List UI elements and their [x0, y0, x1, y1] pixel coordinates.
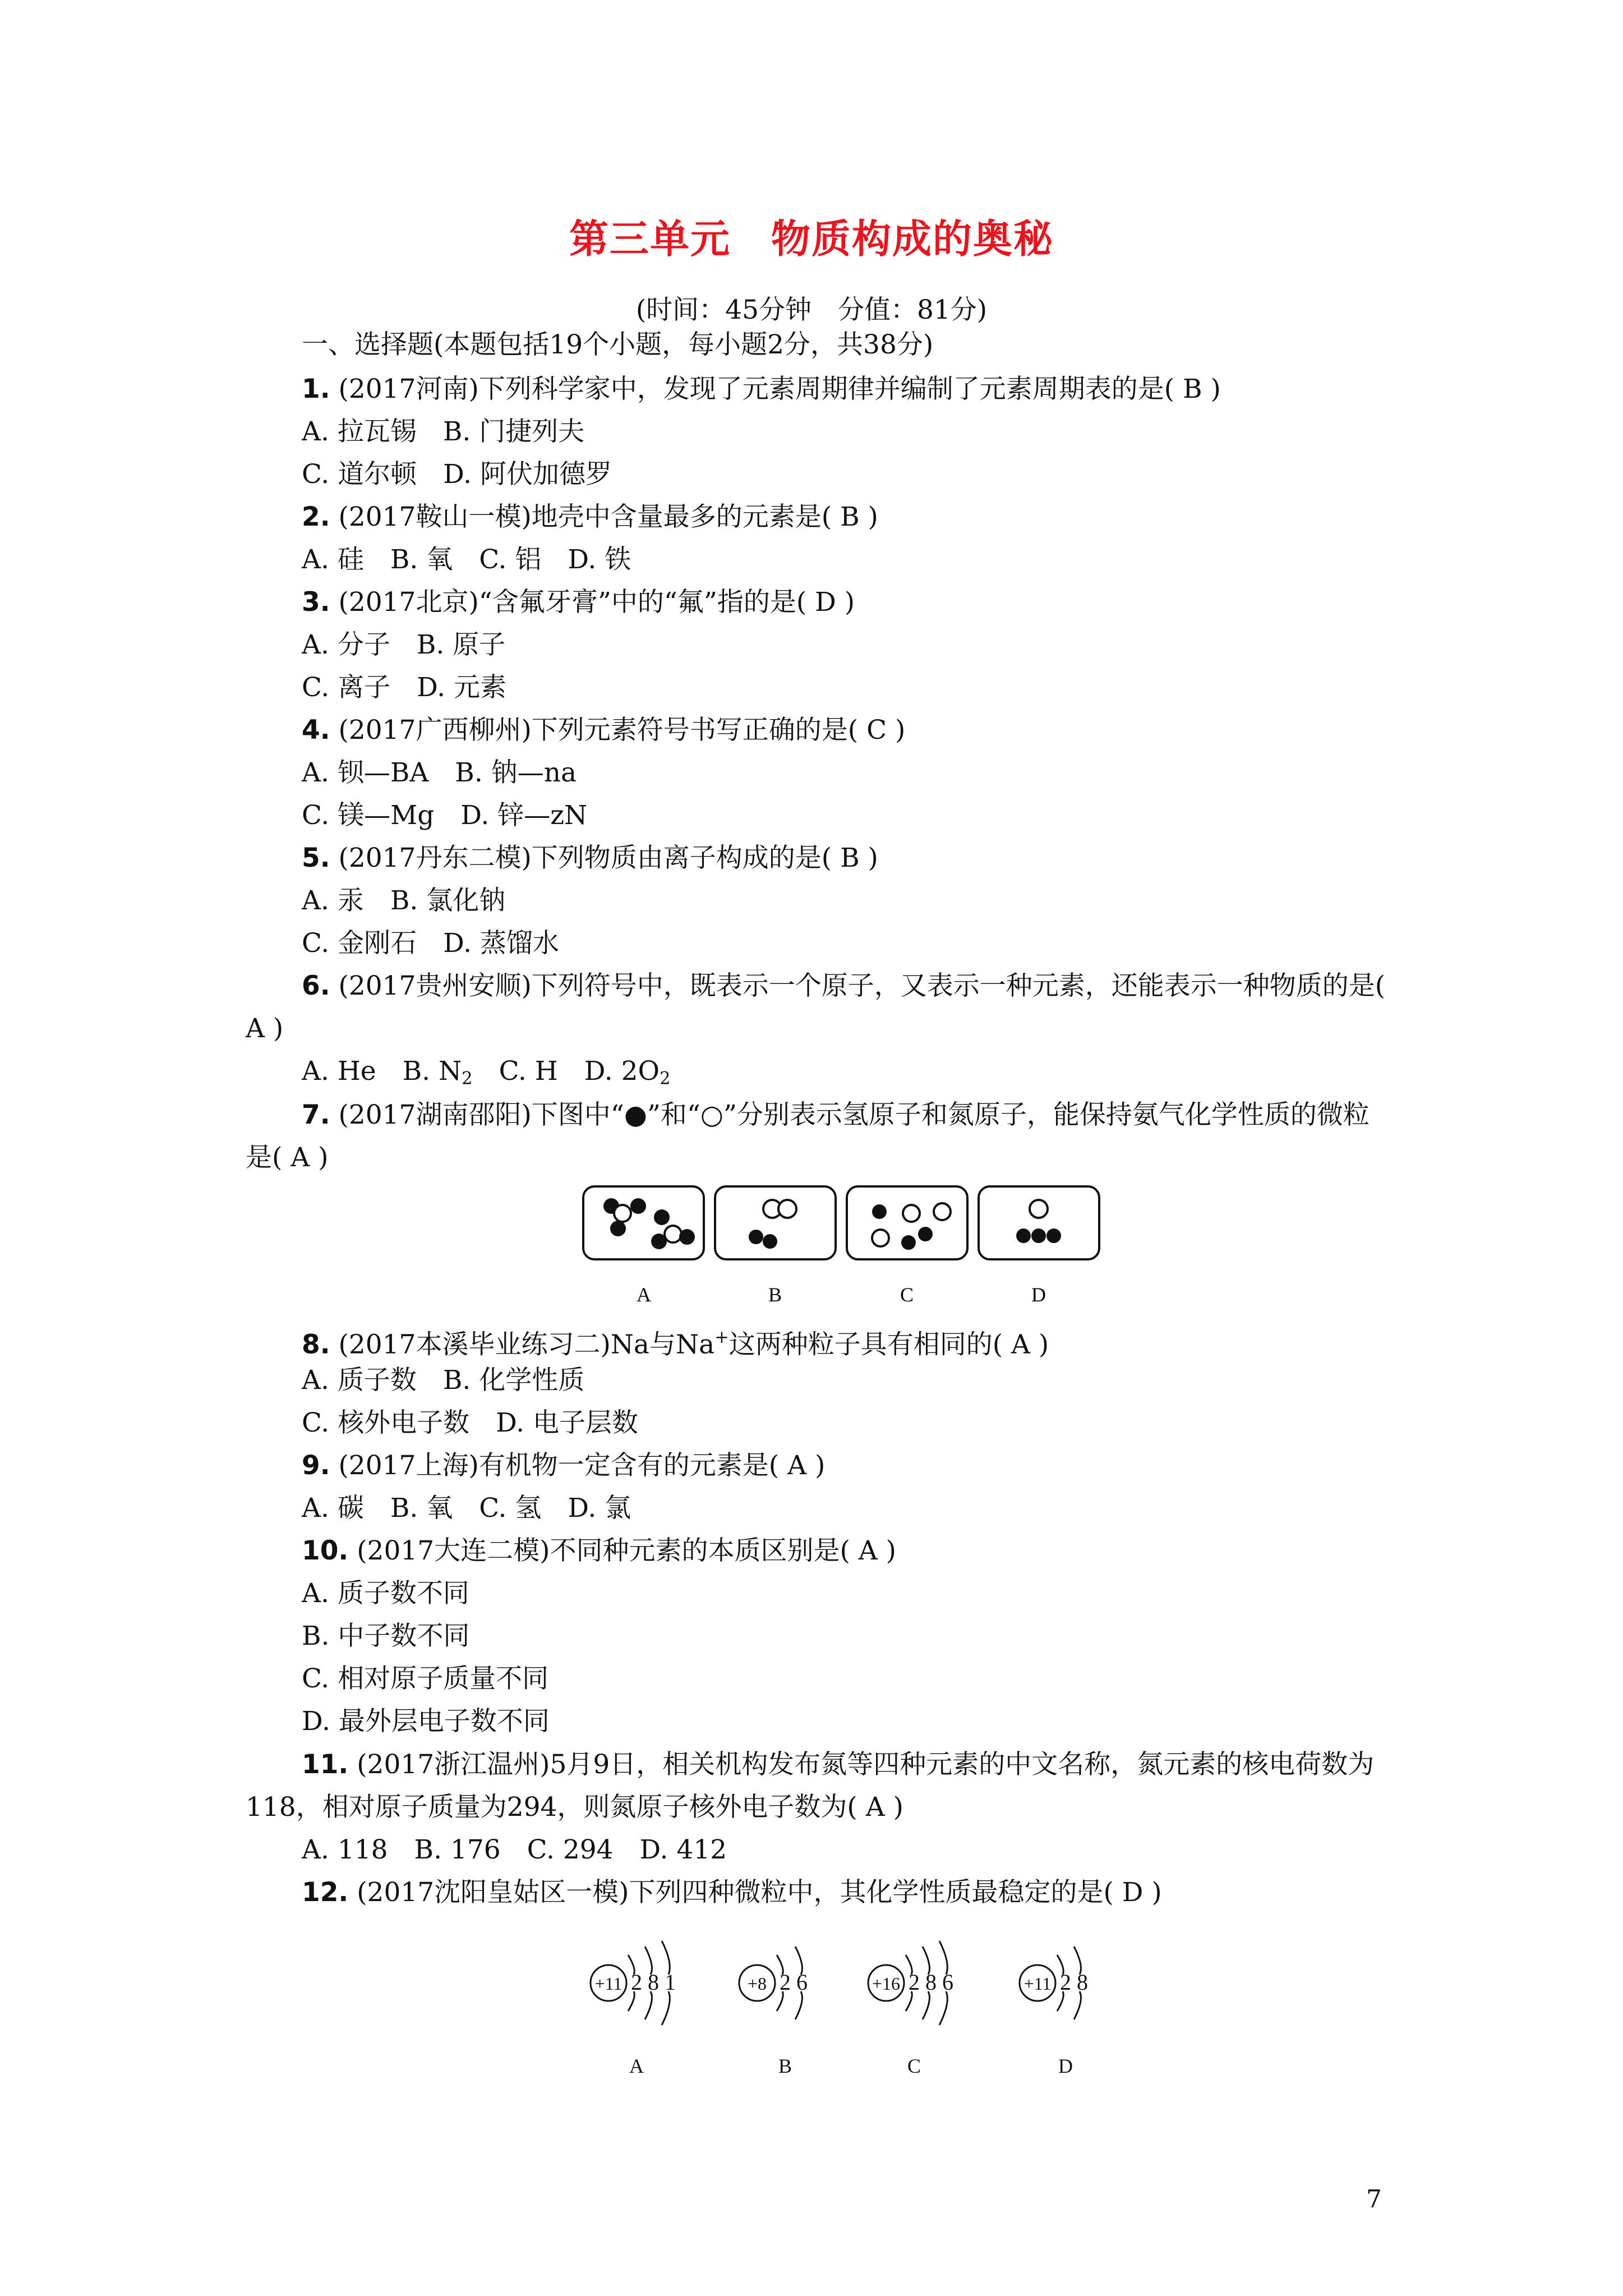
atom-diagram-a — [591, 1941, 676, 2025]
figure-label: C — [900, 1283, 914, 1306]
nh3-molecule-2 — [651, 1209, 695, 1249]
subscript: 2 — [660, 1069, 671, 1089]
atom-diagram-c — [868, 1941, 953, 2025]
atom-diagram-b — [739, 1947, 808, 2019]
options-line: B. 中子数不同 — [302, 1621, 470, 1651]
nh3-molecule-1 — [603, 1198, 646, 1236]
question-stem: (2017丹东二模)下列物质由离子构成的是( B ) — [338, 843, 878, 873]
question-stem: (2017广西柳州)下列元素符号书写正确的是( C ) — [338, 715, 906, 746]
svg-text:2 8: 2 8 — [1060, 1970, 1088, 1995]
options-line: C. 相对原子质量不同 — [302, 1663, 549, 1694]
question-number: 10. — [302, 1535, 349, 1566]
question-number: 4. — [302, 715, 330, 746]
question-11 — [246, 1743, 1395, 1829]
question-2 — [302, 500, 878, 534]
question-stem: (2017鞍山一模)地壳中含量最多的元素是( B ) — [338, 501, 878, 532]
question-1 — [302, 372, 1221, 406]
svg-text:+16: +16 — [872, 1973, 901, 1994]
figure-label: B — [778, 2055, 792, 2077]
svg-text:2 6: 2 6 — [780, 1970, 808, 1995]
options-line: A. 钡—BA B. 钠—na — [302, 757, 577, 788]
svg-text:2 8 6: 2 8 6 — [909, 1970, 953, 1995]
question-stem: (2017大连二模)不同种元素的本质区别是( A ) — [357, 1535, 896, 1566]
question-4 — [302, 714, 905, 747]
unit-title: 第三单元 物质构成的奥秘 — [569, 215, 1054, 262]
figure-label: D — [1058, 2055, 1073, 2077]
svg-text:+11: +11 — [594, 1973, 623, 1994]
question-stem: (2017北京)“含氟牙膏”中的“氟”指的是( D ) — [338, 587, 855, 618]
figure-label: A — [637, 1283, 651, 1306]
svg-text:+11: +11 — [1023, 1973, 1052, 1994]
page-number: 7 — [1366, 2185, 1382, 2214]
option-box-d — [979, 1186, 1099, 1259]
figure-label: A — [629, 2055, 644, 2077]
question-number: 3. — [302, 587, 330, 618]
figure-label: D — [1031, 1283, 1046, 1306]
question-stem: 这两种粒子具有相同的( A ) — [728, 1329, 1049, 1360]
question-7 — [246, 1094, 1395, 1179]
question-number: 5. — [302, 843, 330, 873]
question-number: 8. — [302, 1329, 330, 1360]
options-line: A. 118 B. 176 C. 294 D. 412 — [302, 1834, 727, 1865]
option-b-particles — [749, 1200, 796, 1249]
question-number: 1. — [302, 374, 330, 404]
options-line: C. 金刚石 D. 蒸馏水 — [302, 928, 560, 959]
options-line: A. 碳 B. 氧 C. 氢 D. 氯 — [302, 1493, 631, 1524]
subscript: 2 — [462, 1069, 473, 1089]
options-line: C. 核外电子数 D. 电子层数 — [302, 1407, 639, 1438]
question-10 — [302, 1534, 896, 1568]
option-text: C. H D. 2O — [472, 1056, 660, 1087]
options-line: A. 汞 B. 氯化钠 — [302, 885, 506, 916]
molecule-diagram — [578, 1181, 1105, 1315]
options-line: C. 镁—Mg D. 锌—zN — [302, 800, 588, 831]
figure-label: B — [768, 1283, 782, 1306]
question-number: 6. — [302, 970, 330, 1001]
svg-text:2 8 1: 2 8 1 — [631, 1970, 676, 1995]
options-line: A. 分子 B. 原子 — [302, 629, 506, 660]
question-stem: (2017浙江温州)5月9日，相关机构发布氮等四种元素的中文名称，氮元素的核电荷数为118，相对原子质量为294，则氮原子核外电子数为( A ) — [246, 1749, 1375, 1823]
question-12 — [302, 1876, 1162, 1910]
question-number: 11. — [302, 1749, 349, 1780]
question-stem: (2017河南)下列科学家中，发现了元素周期律并编制了元素周期表的是( B ) — [338, 374, 1221, 404]
exam-meta: (时间：45分钟 分值：81分) — [635, 295, 988, 325]
svg-text:+8: +8 — [747, 1973, 767, 1994]
question-9 — [302, 1449, 825, 1483]
question-stem: (2017沈阳皇姑区一模)下列四种微粒中，其化学性质最稳定的是( D ) — [357, 1877, 1162, 1908]
question-stem: (2017贵州安顺)下列符号中，既表示一个原子，又表示一种元素，还能表示一种物质的是( A ) — [246, 970, 1386, 1044]
option-d-particles — [1016, 1200, 1061, 1243]
options-line: C. 离子 D. 元素 — [302, 672, 507, 703]
question-number: 7. — [302, 1099, 330, 1130]
question-number: 9. — [302, 1450, 330, 1481]
question-5 — [302, 841, 878, 875]
options-line: A. 硅 B. 氧 C. 铝 D. 铁 — [302, 544, 631, 575]
question-stem: (2017湖南邵阳)下图中“●”和“○”分别表示氢原子和氮原子，能保持氨气化学性质的微粒是( A ) — [246, 1099, 1370, 1173]
question-number: 2. — [302, 501, 330, 532]
question-stem: (2017本溪毕业练习二)Na与Na — [338, 1329, 715, 1360]
question-8 — [302, 1321, 1049, 1361]
options-line: A. 拉瓦锡 B. 门捷列夫 — [302, 416, 585, 447]
option-c-particles — [872, 1203, 951, 1250]
options-line: A. 质子数 B. 化学性质 — [302, 1365, 585, 1396]
section-heading: 一、选择题(本题包括19个小题，每小题2分，共38分) — [302, 329, 934, 360]
options-line: D. 最外层电子数不同 — [302, 1706, 550, 1737]
option-box-a — [583, 1186, 704, 1259]
question-stem: (2017上海)有机物一定含有的元素是( A ) — [338, 1450, 826, 1481]
superscript: + — [714, 1328, 729, 1347]
question-3 — [302, 586, 855, 619]
options-line: C. 道尔顿 D. 阿伏加德罗 — [302, 459, 612, 490]
option-text: A. He B. N — [302, 1056, 462, 1087]
option-box-b — [715, 1186, 836, 1259]
question-6 — [246, 965, 1395, 1050]
options-line — [302, 1055, 671, 1096]
atom-diagram-d — [1020, 1947, 1088, 2019]
atomic-structure-diagram — [583, 1918, 1110, 2081]
options-line: A. 质子数不同 — [302, 1578, 469, 1609]
question-number: 12. — [302, 1877, 349, 1908]
figure-label: C — [907, 2055, 921, 2077]
